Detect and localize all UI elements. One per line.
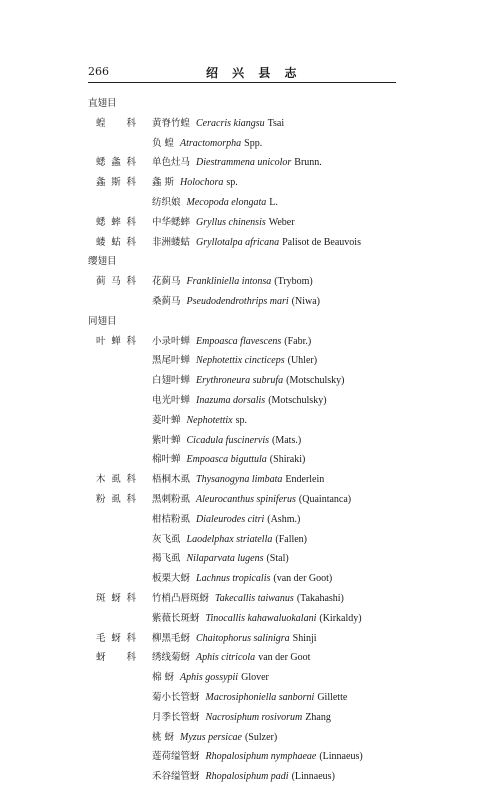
latin-name: Mecopoda elongata xyxy=(186,196,267,208)
author-citation: (Quaintanca) xyxy=(298,493,352,505)
author-citation: van der Goot xyxy=(258,652,311,664)
species-entry xyxy=(152,352,317,366)
order-row xyxy=(88,92,408,112)
chinese-name: 桑蓟马 xyxy=(152,295,181,307)
species-row xyxy=(88,508,408,528)
species-entry xyxy=(152,372,345,386)
family-name: 粉虱科 xyxy=(96,493,136,505)
species-row xyxy=(88,389,408,409)
order-name: 同翅目 xyxy=(88,315,117,327)
chinese-name: 竹梢凸唇斑蚜 xyxy=(152,592,210,604)
latin-name: Macrosiphoniella sanborni xyxy=(205,691,315,703)
book-title: 绍 兴 县 志 xyxy=(206,66,302,80)
latin-name: Rhopalosiphum padi xyxy=(205,771,289,783)
species-row xyxy=(88,211,408,231)
author-citation: Zhang xyxy=(305,711,331,723)
species-row xyxy=(88,132,408,152)
species-list xyxy=(88,92,408,785)
order-row xyxy=(88,310,408,330)
author-citation: sp. xyxy=(226,177,238,189)
author-citation: Weber xyxy=(268,216,295,228)
chinese-name: 板栗大蚜 xyxy=(152,573,191,585)
species-row xyxy=(88,745,408,765)
species-row xyxy=(88,686,408,706)
author-citation: (van der Goot) xyxy=(273,573,333,585)
order-name: 直翅目 xyxy=(88,98,117,109)
author-citation: (Stal) xyxy=(266,553,289,565)
chinese-name: 禾谷缢管蚜 xyxy=(152,771,200,783)
author-citation: sp. xyxy=(235,414,248,426)
author-citation: Gillette xyxy=(317,691,348,703)
species-row xyxy=(88,151,408,171)
species-entry xyxy=(152,491,351,505)
author-citation: (Kirkaldy) xyxy=(319,612,362,624)
author-citation: Brunn. xyxy=(294,157,322,169)
family-name: 毛蚜科 xyxy=(96,632,136,644)
species-row xyxy=(88,587,408,607)
latin-name: Atractomorpha xyxy=(180,137,242,149)
species-row xyxy=(88,488,408,508)
species-row xyxy=(88,191,408,211)
species-row xyxy=(88,409,408,429)
latin-name: Takecallis taiwanus xyxy=(215,592,294,604)
species-entry xyxy=(152,610,362,624)
latin-name: Inazuma dorsalis xyxy=(196,394,266,406)
species-entry xyxy=(152,590,344,604)
species-row xyxy=(88,607,408,627)
author-citation: (Linnaeus) xyxy=(291,771,335,783)
chinese-name: 梧桐木虱 xyxy=(152,474,191,486)
chinese-name: 紫薇长斑蚜 xyxy=(152,612,200,624)
species-entry xyxy=(152,174,238,188)
species-entry xyxy=(152,154,322,168)
latin-name: Thysanogyna limbata xyxy=(196,474,283,486)
family-name: 蟋蟀科 xyxy=(96,216,136,228)
latin-name: Gryllus chinensis xyxy=(196,216,266,228)
chinese-name: 灰飞虱 xyxy=(152,533,181,545)
family-name: 螽斯科 xyxy=(96,177,136,189)
species-entry xyxy=(152,471,324,485)
author-citation: (Fallen) xyxy=(275,533,308,545)
latin-name: Nephotettix xyxy=(186,414,233,426)
order-row xyxy=(88,250,408,270)
author-citation: Tsai xyxy=(267,117,285,129)
chinese-name: 黄脊竹蝗 xyxy=(152,117,191,129)
author-citation: (Fabr.) xyxy=(284,335,312,347)
species-entry xyxy=(152,630,317,644)
species-row xyxy=(88,567,408,587)
latin-name: Erythroneura subrufa xyxy=(196,375,284,387)
family-name: 蝼蛄科 xyxy=(96,236,136,248)
species-entry xyxy=(152,511,300,525)
latin-name: Aleurocanthus spiniferus xyxy=(196,493,296,505)
chinese-name: 白翅叶蝉 xyxy=(152,375,191,387)
species-entry xyxy=(152,412,247,426)
chinese-name: 柑桔粉虱 xyxy=(152,513,191,525)
chinese-name: 绣线菊蚜 xyxy=(152,652,191,664)
chinese-name: 月季长管蚜 xyxy=(152,711,200,723)
species-row xyxy=(88,726,408,746)
species-entry xyxy=(152,451,305,465)
chinese-name: 黑刺粉虱 xyxy=(152,493,191,505)
species-entry xyxy=(152,194,278,208)
latin-name: Nilaparvata lugens xyxy=(186,553,264,565)
latin-name: Aphis citricola xyxy=(196,652,256,664)
family-name: 蟋螽科 xyxy=(96,157,136,169)
species-row xyxy=(88,349,408,369)
chinese-name: 黑尾叶蝉 xyxy=(152,355,191,367)
author-citation: (Shiraki) xyxy=(269,454,306,466)
family-name: 蚜科 xyxy=(96,652,136,664)
chinese-name: 负 蝗 xyxy=(152,137,175,149)
species-row xyxy=(88,270,408,290)
species-row xyxy=(88,666,408,686)
latin-name: Frankliniella intonsa xyxy=(186,276,272,288)
author-citation: Glover xyxy=(241,672,269,684)
latin-name: Laodelphax striatella xyxy=(186,533,273,545)
family-name: 斑蚜科 xyxy=(96,592,136,604)
author-citation: Palisot de Beauvois xyxy=(282,236,361,248)
order-name: 缨翅目 xyxy=(88,256,117,268)
latin-name: Lachnus tropicalis xyxy=(196,573,271,585)
chinese-name: 桃 蚜 xyxy=(152,731,175,743)
latin-name: Nacrosiphum rosivorum xyxy=(205,711,303,723)
species-row xyxy=(88,765,408,785)
latin-name: Aphis gossypii xyxy=(180,672,239,684)
chinese-name: 菊小长管蚜 xyxy=(152,691,200,703)
species-entry xyxy=(152,649,310,663)
species-entry xyxy=(152,115,284,129)
author-citation: (Uhler) xyxy=(287,355,318,367)
latin-name: Rhopalosiphum nymphaeae xyxy=(205,751,317,763)
species-row xyxy=(88,171,408,191)
latin-name: Tinocallis kahawaluokalani xyxy=(205,612,317,624)
species-entry xyxy=(152,392,327,406)
author-citation: Spp. xyxy=(244,137,263,149)
species-entry xyxy=(152,768,335,782)
species-entry xyxy=(152,531,307,545)
species-entry xyxy=(152,689,347,703)
latin-name: Chaitophorus salinigra xyxy=(196,632,290,644)
species-entry xyxy=(152,234,361,248)
author-citation: L. xyxy=(269,196,278,208)
species-entry xyxy=(152,570,332,584)
page-header xyxy=(88,64,396,83)
chinese-name: 菱叶蝉 xyxy=(152,414,181,426)
chinese-name: 柳黑毛蚜 xyxy=(152,632,191,644)
chinese-name: 花蓟马 xyxy=(152,276,181,288)
chinese-name: 单色灶马 xyxy=(152,157,191,169)
chinese-name: 非洲蝼蛄 xyxy=(152,236,191,248)
species-row xyxy=(88,330,408,350)
species-row xyxy=(88,547,408,567)
latin-name: Ceracris kiangsu xyxy=(196,117,265,129)
author-citation: (Mats.) xyxy=(272,434,302,446)
chinese-name: 电光叶蝉 xyxy=(152,394,191,406)
latin-name: Myzus persicae xyxy=(180,731,242,743)
species-entry xyxy=(152,333,311,347)
latin-name: Holochora xyxy=(180,177,224,189)
latin-name: Empoasca biguttula xyxy=(186,454,267,466)
latin-name: Cicadula fuscinervis xyxy=(186,434,270,446)
species-row xyxy=(88,528,408,548)
chinese-name: 莲荷缢管蚜 xyxy=(152,751,200,763)
author-citation: (Ashm.) xyxy=(267,513,301,525)
family-name: 木虱科 xyxy=(96,474,136,486)
species-row xyxy=(88,369,408,389)
species-entry xyxy=(152,709,331,723)
species-row xyxy=(88,290,408,310)
latin-name: Dialeurodes citri xyxy=(196,513,265,525)
species-row xyxy=(88,627,408,647)
species-entry xyxy=(152,550,289,564)
author-citation: (Motschulsky) xyxy=(286,375,345,387)
species-row xyxy=(88,448,408,468)
family-name: 蝗科 xyxy=(96,117,136,129)
chinese-name: 棉叶蝉 xyxy=(152,454,181,466)
author-citation: Shinji xyxy=(292,632,317,644)
author-citation: (Niwa) xyxy=(291,295,320,307)
family-name: 叶蝉科 xyxy=(96,335,136,347)
author-citation: (Trybom) xyxy=(274,276,313,288)
chinese-name: 中华蟋蟀 xyxy=(152,216,191,228)
page-number: 266 xyxy=(88,65,109,78)
species-entry xyxy=(152,273,313,287)
species-row xyxy=(88,112,408,132)
species-row xyxy=(88,468,408,488)
species-entry xyxy=(152,729,277,743)
species-entry xyxy=(152,432,301,446)
author-citation: (Sulzer) xyxy=(244,731,278,743)
species-row xyxy=(88,646,408,666)
author-citation: (Takahashi) xyxy=(296,592,344,604)
species-entry xyxy=(152,135,262,149)
species-entry xyxy=(152,293,320,307)
author-citation: (Linnaeus) xyxy=(319,751,363,763)
chinese-name: 螽 斯 xyxy=(152,177,175,189)
latin-name: Empoasca flavescens xyxy=(196,335,282,347)
species-entry xyxy=(152,214,295,228)
species-row xyxy=(88,706,408,726)
author-citation: (Motschulsky) xyxy=(268,394,327,406)
species-entry xyxy=(152,748,363,762)
author-citation: Enderlein xyxy=(285,474,325,486)
family-name: 蓟马科 xyxy=(96,276,136,288)
species-entry xyxy=(152,669,269,683)
latin-name: Diestrammena unicolor xyxy=(196,157,292,169)
chinese-name: 小录叶蝉 xyxy=(152,335,191,347)
latin-name: Pseudodendrothrips mari xyxy=(186,295,289,307)
latin-name: Nephotettix cincticeps xyxy=(196,355,285,367)
chinese-name: 棉 蚜 xyxy=(152,672,175,684)
latin-name: Gryllotalpa africana xyxy=(196,236,280,248)
chinese-name: 紫叶蝉 xyxy=(152,434,181,446)
chinese-name: 纺织娘 xyxy=(152,196,181,208)
species-row xyxy=(88,231,408,251)
chinese-name: 褐飞虱 xyxy=(152,553,181,565)
species-row xyxy=(88,429,408,449)
